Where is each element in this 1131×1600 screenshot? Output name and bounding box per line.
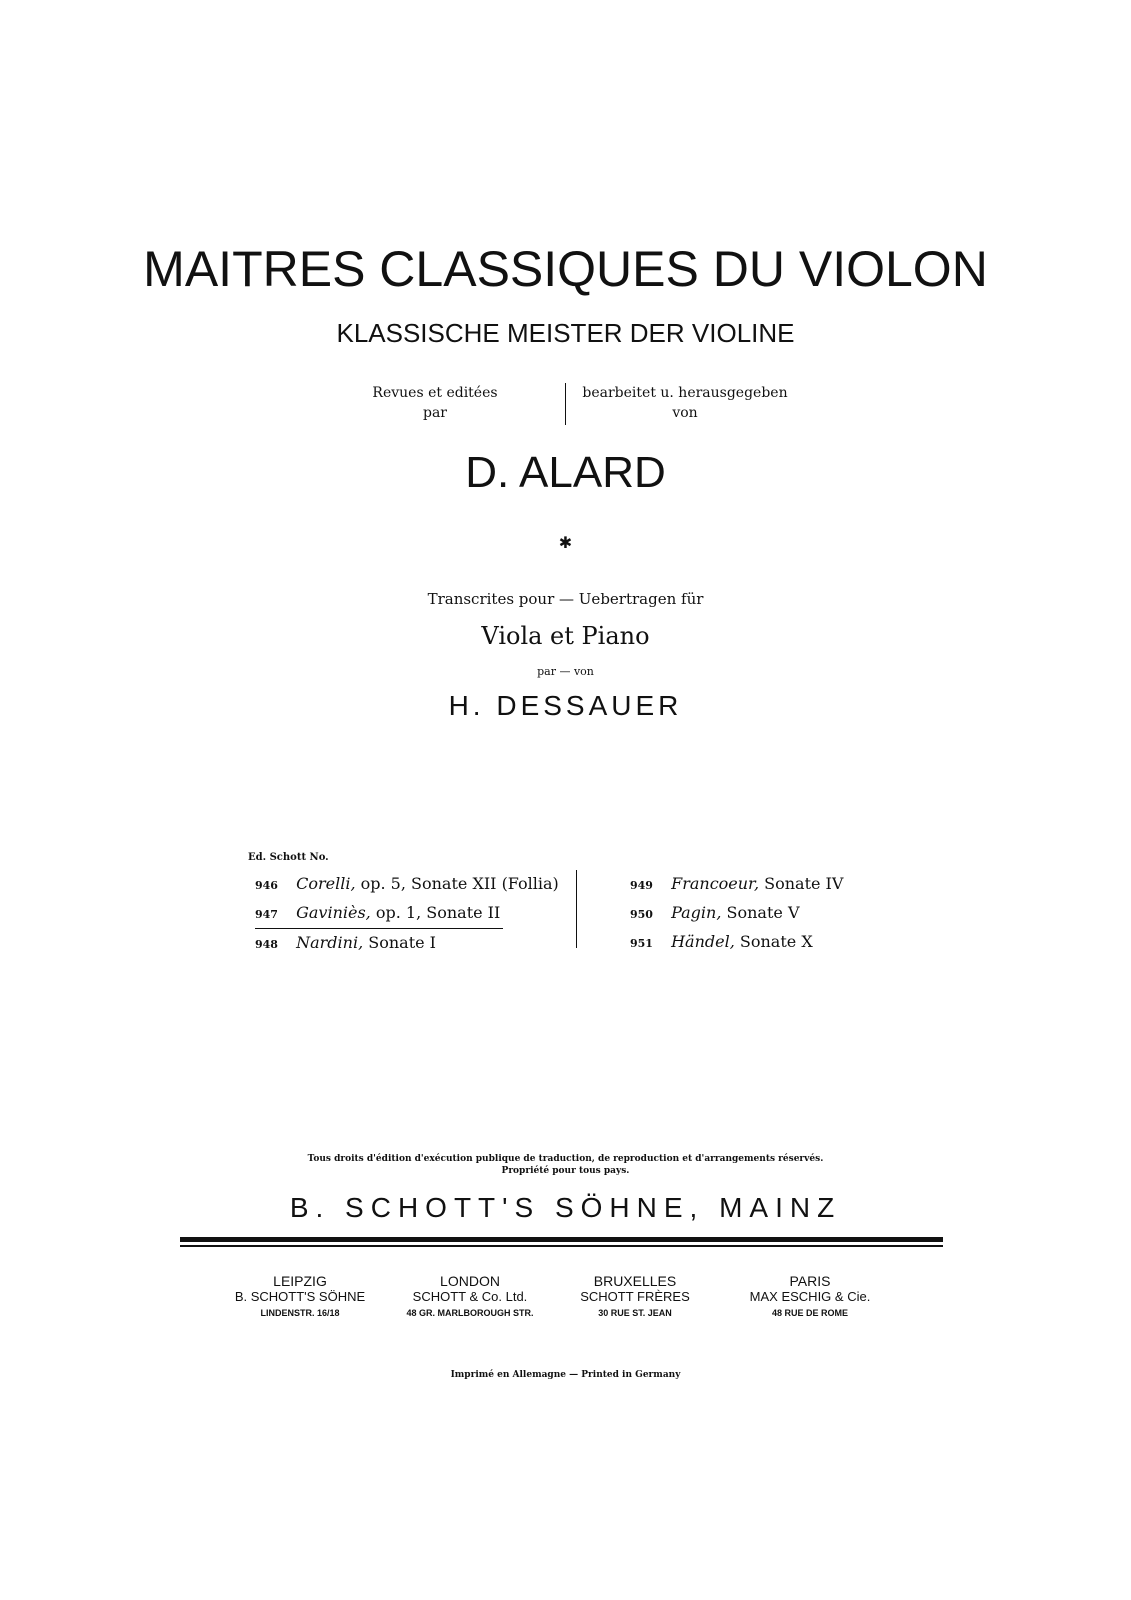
- city-bruxelles: [540, 1273, 730, 1321]
- transcription-line: Transcrites pour — Uebertragen für: [427, 590, 704, 608]
- edition-german-line2: von: [672, 405, 698, 421]
- rights-notice: [0, 1153, 1131, 1177]
- catalog-item[interactable]: [630, 870, 930, 899]
- arranger-name: H. DESSAUER: [448, 690, 683, 721]
- edition-french-line1: Revues et editées: [372, 385, 498, 401]
- catalog-item[interactable]: [255, 929, 555, 958]
- catalog-list-right: [630, 870, 930, 957]
- catalog-composer: Pagin,: [671, 903, 722, 922]
- city-address: LINDENSTR. 16/18: [260, 1308, 340, 1318]
- rule-divider-thick: [180, 1237, 943, 1242]
- catalog-composer: Corelli,: [296, 874, 356, 893]
- rights-line2: Propriété pour tous pays.: [501, 1166, 630, 1176]
- catalog-work: Sonate IV: [764, 874, 844, 893]
- edition-divider: [565, 383, 566, 425]
- city-name: LONDON: [440, 1273, 500, 1289]
- publisher-name: B. SCHOTT'S SÖHNE, MAINZ: [289, 1192, 842, 1223]
- par-von-line: par — von: [537, 665, 594, 678]
- edition-note-german: [570, 383, 800, 423]
- catalog-composer: Nardini,: [296, 933, 364, 952]
- city-address: 48 RUE DE ROME: [771, 1308, 849, 1318]
- edition-note-french: [330, 383, 540, 423]
- catalog-work: Sonate V: [726, 903, 800, 922]
- catalog-item[interactable]: [255, 870, 559, 899]
- catalog-item[interactable]: [255, 899, 503, 929]
- catalog-number: 950: [630, 908, 653, 921]
- city-address: 48 GR. MARLBOROUGH STR.: [406, 1308, 534, 1318]
- catalog-label: Ed. Schott No.: [248, 852, 329, 863]
- series-subtitle: KLASSISCHE MEISTER DER VIOLINE: [336, 318, 795, 348]
- catalog-work: op. 1, Sonate II: [375, 903, 501, 922]
- city-firm: MAX ESCHIG & Cie.: [749, 1289, 871, 1304]
- catalog-number: 948: [255, 938, 278, 951]
- editor-name: D. ALARD: [465, 448, 666, 497]
- catalog-number: 947: [255, 908, 278, 921]
- city-name: PARIS: [789, 1273, 831, 1289]
- city-firm: SCHOTT FRÈRES: [580, 1289, 690, 1304]
- ornament-star-icon: ✱: [558, 533, 573, 552]
- catalog-item[interactable]: [630, 899, 930, 928]
- catalog-composer: Händel,: [671, 932, 735, 951]
- series-title: MAITRES CLASSIQUES DU VIOLON: [143, 241, 988, 297]
- catalog-number: 951: [630, 937, 653, 950]
- catalog-list-left: [255, 870, 559, 958]
- city-address: 30 RUE ST. JEAN: [598, 1308, 672, 1318]
- catalog-composer: Francoeur,: [671, 874, 760, 893]
- catalog-divider: [576, 870, 577, 948]
- rights-line1: Tous droits d'édition d'exécution publique de traduction, de reproduction et d'arrangements réservés.: [307, 1154, 824, 1164]
- catalog-item[interactable]: [630, 928, 930, 957]
- catalog-number: 949: [630, 879, 653, 892]
- city-leipzig: [205, 1273, 395, 1321]
- city-firm: B. SCHOTT'S SÖHNE: [234, 1289, 366, 1304]
- catalog-work: op. 5, Sonate XII (Follia): [360, 874, 559, 893]
- city-london: [375, 1273, 565, 1321]
- rule-divider-thin: [180, 1245, 943, 1247]
- city-name: BRUXELLES: [593, 1273, 677, 1289]
- city-name: LEIPZIG: [273, 1273, 327, 1289]
- instrument-line: Viola et Piano: [481, 622, 650, 650]
- edition-french-line2: par: [422, 405, 447, 421]
- printed-in-notice: Imprimé en Allemagne — Printed in Germany: [450, 1370, 681, 1380]
- catalog-work: Sonate I: [368, 933, 436, 952]
- city-paris: [715, 1273, 905, 1321]
- edition-german-line1: bearbeitet u. herausgegeben: [582, 385, 788, 401]
- catalog-work: Sonate X: [739, 932, 813, 951]
- catalog-composer: Gaviniès,: [296, 903, 371, 922]
- catalog-number: 946: [255, 879, 278, 892]
- city-firm: SCHOTT & Co. Ltd.: [412, 1289, 528, 1304]
